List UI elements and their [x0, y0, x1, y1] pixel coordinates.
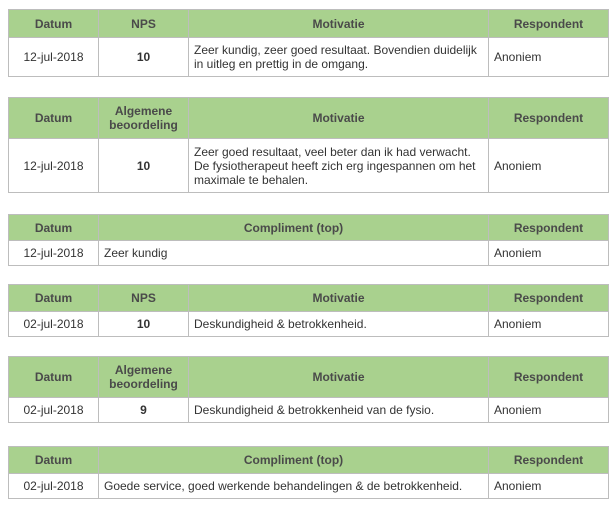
header-beoordeling: Algemene beoordeling	[99, 357, 189, 398]
cell-respondent: Anoniem	[489, 474, 609, 499]
cell-compliment: Goede service, goed werkende behandelingen & de betrokkenheid.	[99, 474, 489, 499]
cell-respondent: Anoniem	[489, 398, 609, 423]
header-respondent: Respondent	[489, 215, 609, 241]
review-table-nps	[8, 9, 609, 77]
cell-date: 02-jul-2018	[9, 474, 99, 499]
table-header-row	[9, 285, 609, 312]
header-nps: NPS	[99, 10, 189, 38]
cell-date: 12-jul-2018	[9, 241, 99, 266]
review-table-beoordeling	[8, 356, 609, 423]
header-datum: Datum	[9, 98, 99, 139]
table-row	[9, 139, 609, 193]
cell-motivatie: Deskundigheid & betrokkenheid.	[189, 312, 489, 337]
header-datum: Datum	[9, 215, 99, 241]
table-header-row	[9, 447, 609, 474]
cell-motivatie: Zeer goed resultaat, veel beter dan ik had verwacht. De fysiotherapeut heeft zich erg ingespannen om het maximale te behalen.	[189, 139, 489, 193]
review-table-compliment	[8, 214, 609, 266]
table-row	[9, 474, 609, 499]
table-header-row	[9, 98, 609, 139]
review-table-nps	[8, 284, 609, 337]
header-motivatie: Motivatie	[189, 10, 489, 38]
header-respondent: Respondent	[489, 357, 609, 398]
cell-date: 02-jul-2018	[9, 398, 99, 423]
cell-respondent: Anoniem	[489, 139, 609, 193]
cell-date: 12-jul-2018	[9, 139, 99, 193]
header-datum: Datum	[9, 447, 99, 474]
review-table-compliment	[8, 446, 609, 499]
cell-score: 10	[99, 312, 189, 337]
header-compliment: Compliment (top)	[99, 215, 489, 241]
cell-score: 9	[99, 398, 189, 423]
table-row	[9, 398, 609, 423]
header-respondent: Respondent	[489, 285, 609, 312]
table-header-row	[9, 10, 609, 38]
cell-motivatie: Deskundigheid & betrokkenheid van de fysio.	[189, 398, 489, 423]
cell-score: 10	[99, 38, 189, 77]
cell-motivatie: Zeer kundig, zeer goed resultaat. Bovendien duidelijk in uitleg en prettig in de omgang.	[189, 38, 489, 77]
cell-compliment: Zeer kundig	[99, 241, 489, 266]
header-respondent: Respondent	[489, 10, 609, 38]
table-header-row	[9, 215, 609, 241]
header-compliment: Compliment (top)	[99, 447, 489, 474]
cell-score: 10	[99, 139, 189, 193]
cell-date: 12-jul-2018	[9, 38, 99, 77]
header-beoordeling: Algemene beoordeling	[99, 98, 189, 139]
cell-respondent: Anoniem	[489, 241, 609, 266]
header-respondent: Respondent	[489, 98, 609, 139]
table-header-row	[9, 357, 609, 398]
header-respondent: Respondent	[489, 447, 609, 474]
review-table-beoordeling	[8, 97, 609, 193]
table-row	[9, 38, 609, 77]
header-motivatie: Motivatie	[189, 98, 489, 139]
header-datum: Datum	[9, 10, 99, 38]
cell-date: 02-jul-2018	[9, 312, 99, 337]
cell-respondent: Anoniem	[489, 312, 609, 337]
header-motivatie: Motivatie	[189, 357, 489, 398]
table-row	[9, 312, 609, 337]
header-motivatie: Motivatie	[189, 285, 489, 312]
header-datum: Datum	[9, 285, 99, 312]
table-row	[9, 241, 609, 266]
cell-respondent: Anoniem	[489, 38, 609, 77]
header-nps: NPS	[99, 285, 189, 312]
header-datum: Datum	[9, 357, 99, 398]
